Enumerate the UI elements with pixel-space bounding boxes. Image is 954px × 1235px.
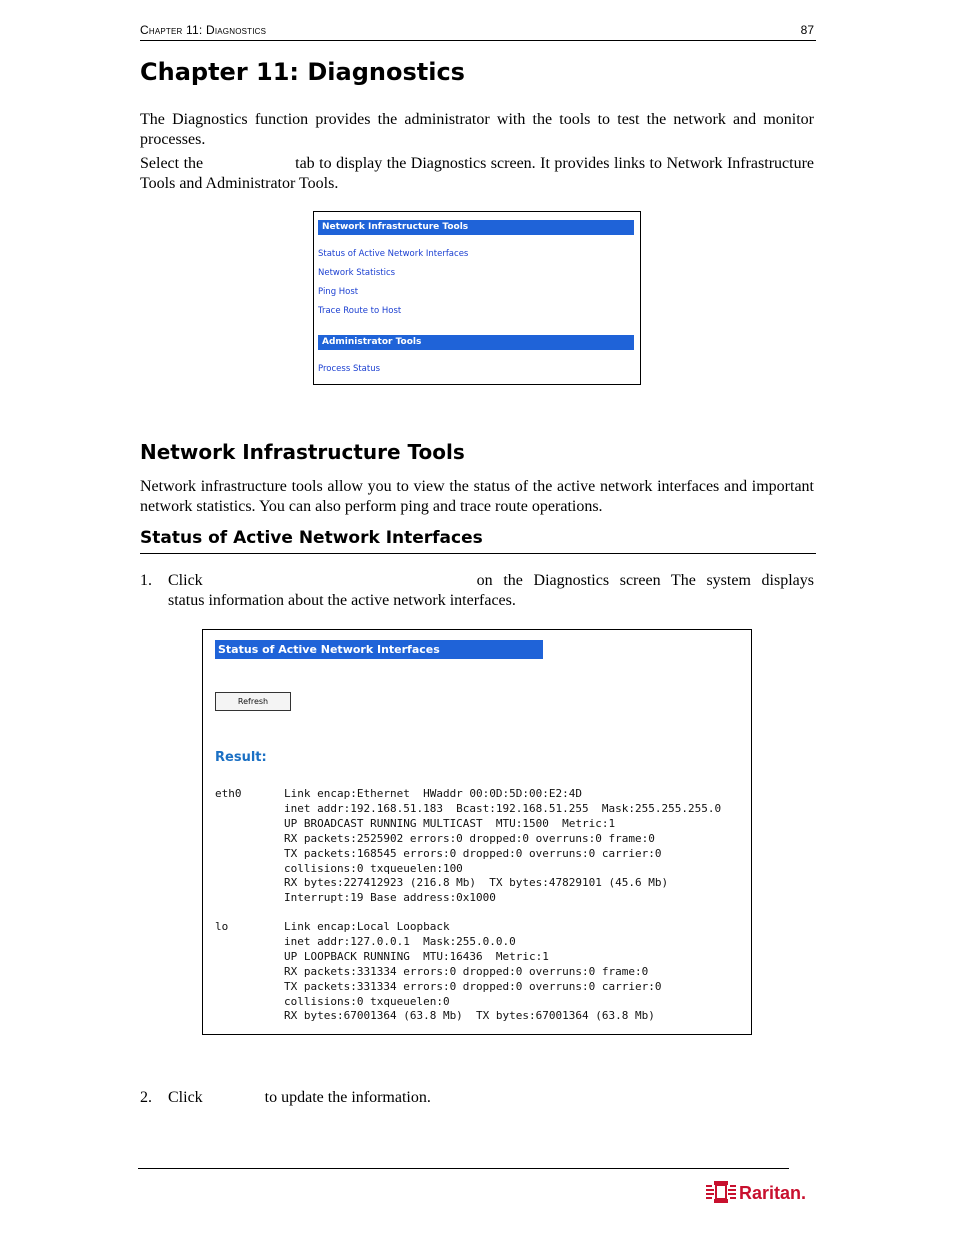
intro-p2-start: Select the — [140, 155, 204, 172]
iface-line: Interrupt:19 Base address:0x1000 — [284, 891, 496, 905]
link-trace-route[interactable]: Trace Route to Host — [318, 306, 402, 316]
step-2-number: 2. — [140, 1089, 152, 1106]
intro-p2-end: tab to display the Diagnostics screen. It provides links to Network Infrastructure Tools and Administrator Tools. — [140, 155, 815, 192]
subsection-title: Status of Active Network Interfaces — [140, 528, 816, 554]
header-chapter: Chapter 11: Diagnostics — [140, 23, 267, 37]
step-2-click: Click — [168, 1089, 203, 1106]
step-2 — [140, 1088, 814, 1108]
admin-tools-bar: Administrator Tools — [318, 335, 634, 350]
iface-eth0-name: eth0 — [215, 787, 242, 800]
iface-line: RX packets:331334 errors:0 dropped:0 overruns:0 frame:0 — [284, 964, 649, 978]
iface-line: Link encap:Ethernet HWaddr 00:0D:5D:00:E2:4D — [284, 787, 583, 800]
iface-eth0-details — [284, 787, 721, 906]
step-2-text: to update the information. — [264, 1089, 431, 1106]
iface-line: UP BROADCAST RUNNING MULTICAST MTU:1500 Metric:1 — [284, 816, 616, 830]
iface-line: inet addr:127.0.0.1 Mask:255.0.0.0 — [284, 934, 516, 948]
step-1-text: on the Diagnostics screen The system displays status information about the active network interfaces. — [168, 572, 814, 609]
footer-rule — [138, 1168, 789, 1169]
intro-paragraph-1: The Diagnostics function provides the administrator with the tools to test the network and monitor processes. — [140, 111, 814, 148]
section-title: Network Infrastructure Tools — [140, 440, 465, 464]
iface-line: collisions:0 txqueuelen:100 — [284, 861, 463, 875]
section-paragraph: Network infrastructure tools allow you to view the status of the active network interfaces and important network statistics. You can also perform ping and trace route operations. — [140, 478, 814, 515]
iface-line: UP LOOPBACK RUNNING MTU:16436 Metric:1 — [284, 949, 549, 963]
step-1-number: 1. — [140, 572, 152, 589]
iface-lo-name: lo — [215, 920, 229, 933]
intro-paragraph-2 — [140, 154, 814, 194]
refresh-button[interactable]: Refresh — [215, 692, 291, 711]
link-process-status[interactable]: Process Status — [318, 364, 381, 374]
raritan-logo — [706, 1179, 816, 1205]
chapter-title: Chapter 11: Diagnostics — [140, 58, 465, 86]
link-ping-host[interactable]: Ping Host — [318, 287, 359, 297]
step-1 — [140, 571, 814, 611]
status-bar: Status of Active Network Interfaces — [215, 640, 543, 659]
link-network-statistics[interactable]: Network Statistics — [318, 268, 396, 278]
iface-line: inet addr:192.168.51.183 Bcast:192.168.51.255 Mask:255.255.255.0 — [284, 801, 722, 815]
raritan-logo-text: Raritan. — [739, 1183, 807, 1203]
iface-line: Link encap:Local Loopback — [284, 920, 450, 933]
result-label: Result: — [215, 750, 267, 765]
iface-line: RX bytes:67001364 (63.8 Mb) TX bytes:67001364 (63.8 Mb) — [284, 1009, 655, 1023]
iface-line: RX bytes:227412923 (216.8 Mb) TX bytes:47829101 (45.6 Mb) — [284, 876, 669, 890]
diagnostics-menu-screenshot — [313, 211, 641, 385]
iface-line: TX packets:331334 errors:0 dropped:0 overruns:0 carrier:0 — [284, 979, 662, 993]
network-tools-bar: Network Infrastructure Tools — [318, 220, 634, 235]
iface-line: TX packets:168545 errors:0 dropped:0 overruns:0 carrier:0 — [284, 846, 662, 860]
iface-lo-details — [284, 920, 662, 1024]
iface-line: collisions:0 txqueuelen:0 — [284, 994, 450, 1008]
page-number: 87 — [800, 23, 814, 37]
step-1-click: Click — [168, 572, 203, 589]
raritan-logo-mark-icon — [706, 1182, 736, 1202]
iface-line: RX packets:2525902 errors:0 dropped:0 overruns:0 frame:0 — [284, 831, 655, 845]
status-screenshot — [202, 629, 752, 1035]
running-header — [140, 22, 816, 41]
link-status-active-interfaces[interactable]: Status of Active Network Interfaces — [318, 249, 469, 259]
